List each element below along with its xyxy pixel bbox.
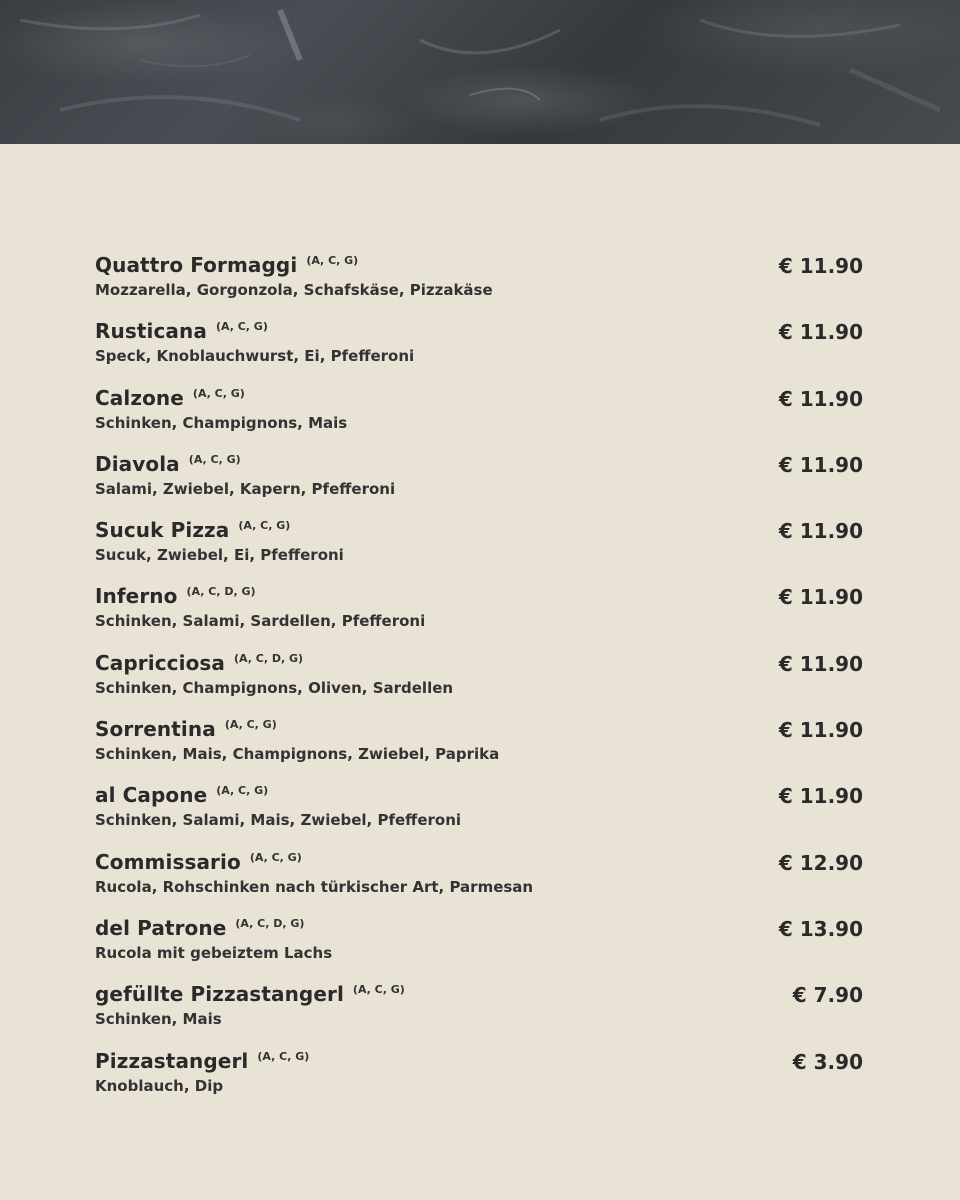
item-name: Diavola	[95, 451, 180, 476]
item-allergens: (A, C, G)	[215, 320, 268, 334]
item-name-line	[95, 1046, 865, 1076]
item-allergens: (A, C, G)	[224, 718, 277, 732]
item-description: Schinken, Salami, Sardellen, Pfefferoni	[95, 612, 426, 631]
item-description: Rucola mit gebeiztem Lachs	[95, 943, 333, 962]
item-allergens: (A, C, G)	[192, 386, 245, 400]
item-price: € 11.90	[778, 386, 863, 411]
menu-item	[95, 648, 865, 714]
item-name: Sorrentina	[95, 717, 216, 742]
menu-item	[95, 780, 865, 846]
item-name: Inferno	[95, 584, 178, 609]
item-description: Schinken, Mais	[95, 1010, 222, 1029]
item-description: Schinken, Champignons, Oliven, Sardellen	[95, 678, 454, 697]
item-allergens: (A, C, G)	[188, 452, 241, 466]
menu-item	[95, 714, 865, 780]
item-name-line	[95, 648, 865, 678]
item-name-line	[95, 250, 865, 280]
header-slate-texture	[0, 0, 960, 144]
pizza-menu-list	[95, 250, 865, 1112]
menu-item	[95, 979, 865, 1045]
item-name-line	[95, 316, 865, 346]
item-price: € 11.90	[778, 519, 863, 544]
item-allergens: (A, C, G)	[249, 850, 302, 864]
item-description: Schinken, Mais, Champignons, Zwiebel, Paprika	[95, 745, 500, 764]
item-allergens: (A, C, D, G)	[235, 916, 305, 930]
item-name: Calzone	[95, 385, 184, 410]
item-price: € 11.90	[778, 254, 863, 278]
item-name: al Capone	[95, 783, 208, 808]
item-price: € 11.90	[778, 452, 863, 477]
item-name: Rusticana	[95, 319, 207, 344]
item-allergens: (A, C, G)	[238, 519, 291, 533]
item-price: € 11.90	[778, 651, 863, 676]
item-name: gefüllte Pizzastangerl	[95, 982, 344, 1007]
menu-item	[95, 1046, 865, 1112]
menu-item	[95, 383, 865, 449]
item-description: Mozzarella, Gorgonzola, Schafskäse, Pizzakäse	[95, 281, 493, 299]
item-name-line	[95, 515, 865, 545]
menu-item	[95, 449, 865, 515]
item-name: Sucuk Pizza	[95, 518, 230, 543]
item-price: € 11.90	[778, 320, 863, 345]
item-name-line	[95, 383, 865, 413]
item-name-line	[95, 449, 865, 479]
item-price: € 3.90	[792, 1049, 863, 1074]
item-name: Capricciosa	[95, 650, 226, 675]
item-name: del Patrone	[95, 915, 227, 940]
item-price: € 11.90	[778, 784, 863, 809]
item-name: Quattro Formaggi	[95, 253, 298, 277]
slate-texture-strokes	[0, 0, 960, 144]
item-allergens: (A, C, D, G)	[186, 585, 256, 599]
item-allergens: (A, C, G)	[306, 254, 359, 267]
item-price: € 11.90	[778, 585, 863, 610]
menu-item	[95, 316, 865, 382]
item-description: Salami, Zwiebel, Kapern, Pfefferoni	[95, 479, 396, 498]
menu-item	[95, 581, 865, 647]
item-allergens: (A, C, G)	[257, 1049, 310, 1063]
item-name-line	[95, 847, 865, 877]
item-name: Commissario	[95, 849, 241, 874]
item-description: Knoblauch, Dip	[95, 1076, 224, 1095]
menu-item	[95, 847, 865, 913]
menu-item	[95, 913, 865, 979]
item-name-line	[95, 913, 865, 943]
item-name-line	[95, 780, 865, 810]
item-price: € 12.90	[778, 850, 863, 875]
item-allergens: (A, C, D, G)	[234, 651, 304, 665]
item-name-line	[95, 581, 865, 611]
item-description: Schinken, Salami, Mais, Zwiebel, Pfefferoni	[95, 811, 462, 830]
item-description: Rucola, Rohschinken nach türkischer Art, Parmesan	[95, 877, 534, 896]
menu-item	[95, 515, 865, 581]
item-allergens: (A, C, G)	[352, 983, 405, 997]
item-price: € 11.90	[778, 718, 863, 743]
item-description: Sucuk, Zwiebel, Ei, Pfefferoni	[95, 546, 344, 565]
item-price: € 7.90	[792, 983, 863, 1008]
item-price: € 13.90	[778, 916, 863, 941]
item-name: Pizzastangerl	[95, 1048, 249, 1073]
item-allergens: (A, C, G)	[216, 784, 269, 798]
menu-item	[95, 250, 865, 316]
item-name-line	[95, 979, 865, 1009]
item-description: Speck, Knoblauchwurst, Ei, Pfefferoni	[95, 347, 415, 366]
item-description: Schinken, Champignons, Mais	[95, 413, 348, 432]
item-name-line	[95, 714, 865, 744]
